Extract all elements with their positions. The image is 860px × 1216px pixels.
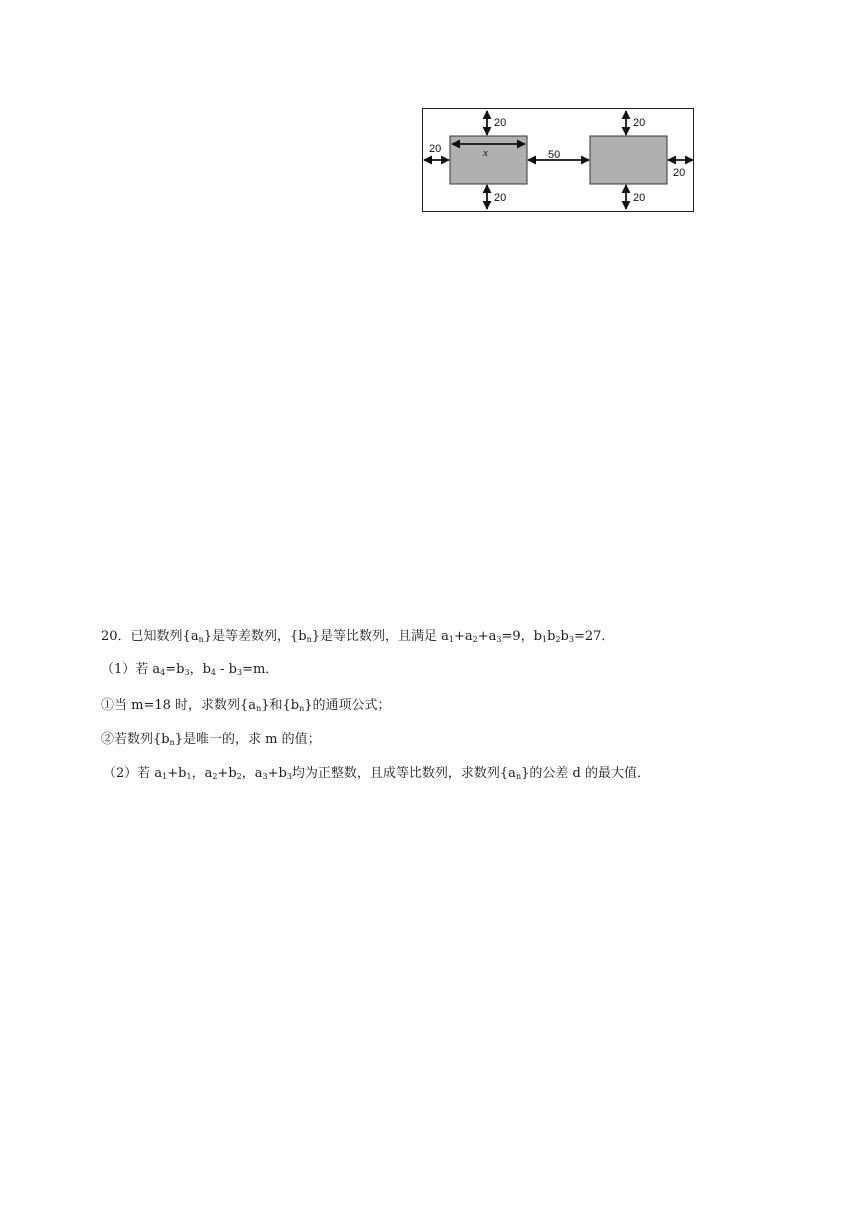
label-right: 20 — [673, 167, 686, 179]
part-1-sub-2: ②若数列$\{b_n\}$是唯一的，求 m 的值； — [101, 732, 321, 747]
problem-stem — [101, 628, 614, 646]
label-x: x — [483, 147, 488, 159]
label-top-left: 20 — [494, 117, 507, 129]
label-bottom-left: 20 — [494, 192, 507, 204]
problem-number: 20． — [101, 629, 131, 644]
problem-stem-text: 已知数列$\{a_n\}$是等差数列，$\{b_n\}$是等比数列，且满足 $a_1+a_2+a_3=9$，$b_1b_2b_3=27$． — [130, 629, 615, 644]
label-bottom-right: 20 — [633, 192, 646, 204]
part-1: （1）若 $a_4=b_3$，$b_4 - b_3=m$． — [101, 662, 279, 677]
label-top-right: 20 — [633, 117, 646, 129]
dimension-diagram-svg — [422, 108, 694, 212]
part-2: （2）若 $a_1+b_1$，$a_2+b_2$，$a_3+b_3$均为正整数，且成等比数列，求数列$\{a_n\}$的公差 d 的最大值． — [103, 766, 650, 781]
label-gap: 50 — [548, 149, 561, 161]
dimension-diagram — [422, 108, 694, 212]
part-1-sub-1: ①当 m=18 时，求数列$\{a_n\}$和$\{b_n\}$的通项公式； — [101, 698, 391, 713]
label-left: 20 — [429, 143, 442, 155]
right-rectangle — [590, 136, 667, 184]
